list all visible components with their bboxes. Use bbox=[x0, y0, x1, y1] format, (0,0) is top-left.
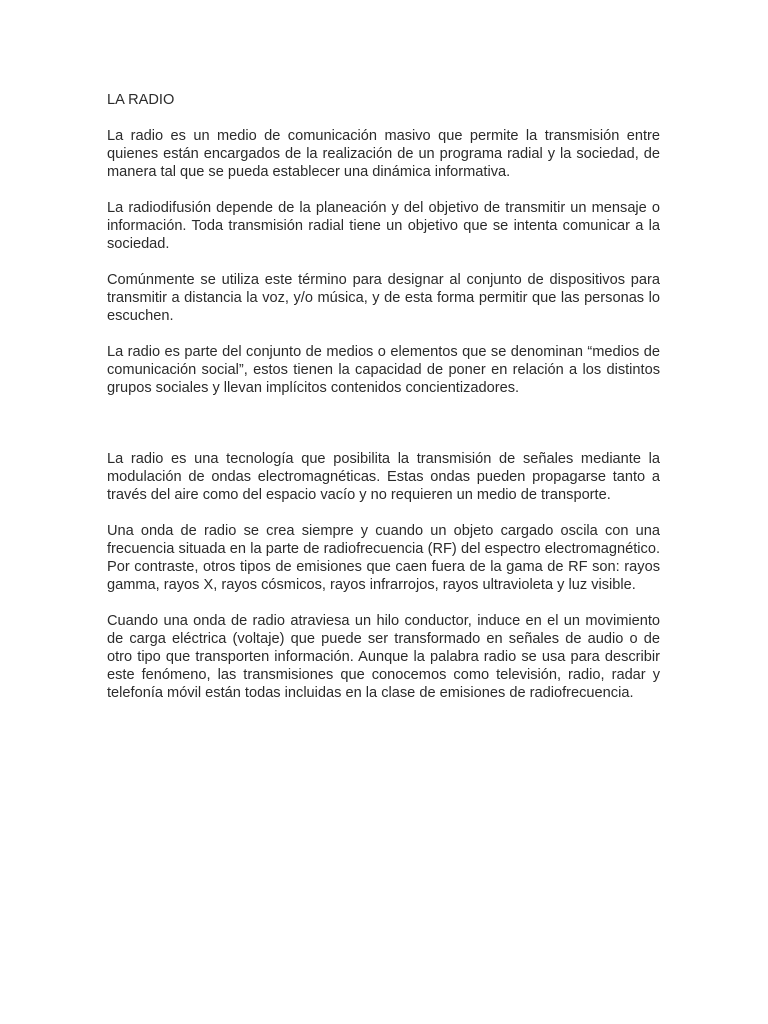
paragraph-radio-definition: La radio es un medio de comunicación masivo que permite la transmisión entre quienes están encargados de la realización de un programa radial y la sociedad, de manera tal que se pueda establecer una dinámica informativa. bbox=[107, 128, 660, 180]
paragraph-radiodifusion: La radiodifusión depende de la planeación y del objetivo de transmitir un mensaje o información. Toda transmisión radial tiene un objetivo que se intenta comunicar a la sociedad. bbox=[107, 200, 660, 252]
document-body bbox=[107, 91, 660, 720]
document-title: LA RADIO bbox=[107, 92, 175, 108]
paragraph-social-media: La radio es parte del conjunto de medios o elementos que se denominan “medios de comunicación social”, estos tienen la capacidad de poner en relación a los distintos grupos sociales y llevan implícitos contenidos concientizadores. bbox=[107, 344, 660, 396]
paragraph-term-usage: Comúnmente se utiliza este término para designar al conjunto de dispositivos para transmitir a distancia la voz, y/o música, y de esta forma permitir que las personas lo escuchen. bbox=[107, 272, 660, 324]
paragraph-radio-wave: Una onda de radio se crea siempre y cuando un objeto cargado oscila con una frecuencia situada en la parte de radiofrecuencia (RF) del espectro electromagnético. Por contraste, otros tipos de emisiones que caen fuera de la gama de RF son: rayos gamma, rayos X, rayos cósmicos, rayos infrarrojos, rayos ultravioleta y luz visible. bbox=[107, 523, 660, 593]
paragraph-conductor: Cuando una onda de radio atraviesa un hilo conductor, induce en el un movimiento de carga eléctrica (voltaje) que puede ser transformado en señales de audio o de otro tipo que transporten información. Aunque la palabra radio se usa para describir este fenómeno, las transmisiones que conocemos como televisión, radio, radar y telefonía móvil están todas incluidas en la clase de emisiones de radiofrecuencia. bbox=[107, 613, 660, 701]
section-spacer bbox=[107, 415, 660, 450]
paragraph-technology: La radio es una tecnología que posibilita la transmisión de señales mediante la modulación de ondas electromagnéticas. Estas ondas pueden propagarse tanto a través del aire como del espacio vacío y no requieren un medio de transporte. bbox=[107, 451, 660, 503]
